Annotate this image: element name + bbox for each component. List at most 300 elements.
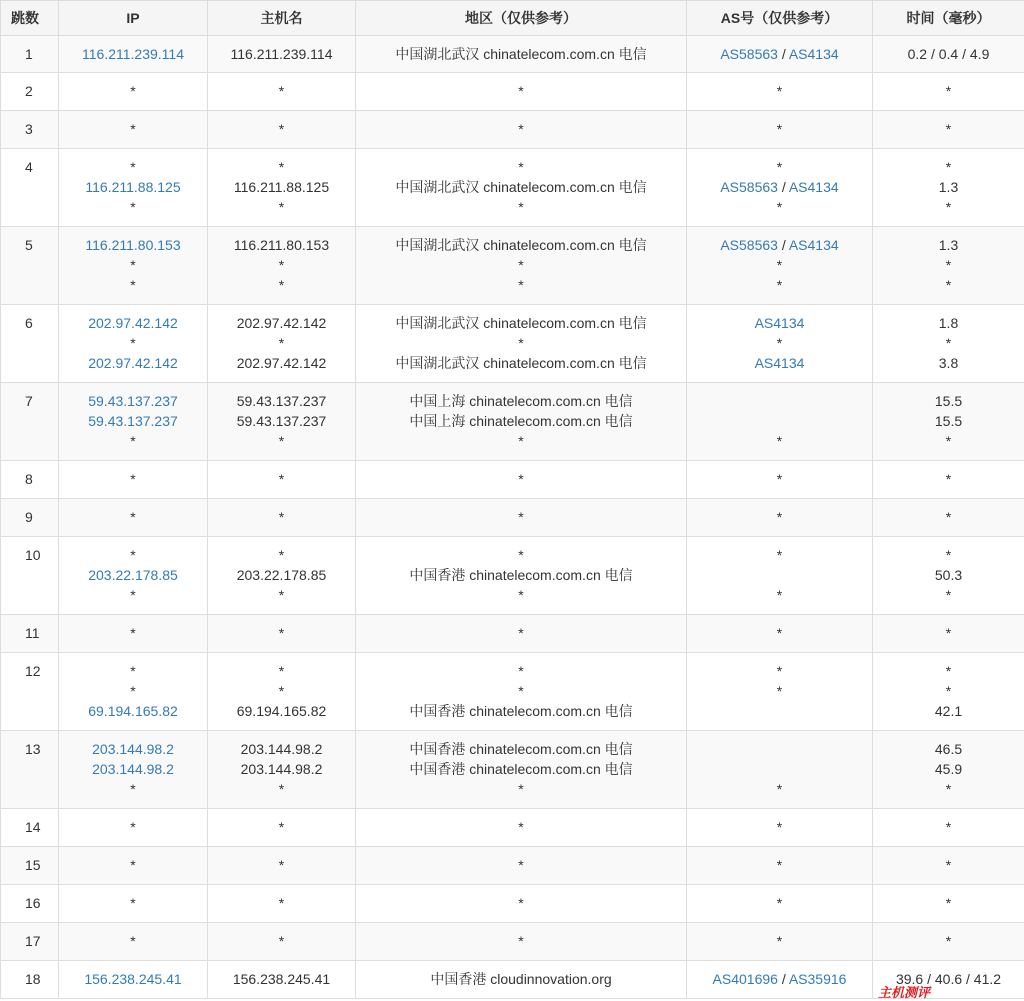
time-line: 1.8 (938, 315, 959, 331)
table-header (1, 1, 1024, 36)
ip-placeholder: * (130, 895, 136, 911)
region-line: * (518, 547, 524, 563)
region-line: 中国香港 chinatelecom.com.cn 电信 (409, 703, 633, 719)
hop-number: 11 (1, 615, 59, 653)
as-placeholder: * (776, 257, 783, 273)
time-line: 39.6 / 40.6 / 41.2 (895, 971, 1002, 987)
hop-number: 17 (1, 923, 59, 961)
region-line: 中国香港 cloudinnovation.org (430, 971, 612, 987)
time-line: * (945, 625, 952, 641)
as-line (691, 235, 868, 255)
region-line: * (518, 663, 524, 679)
ip-placeholder: * (130, 857, 136, 873)
region-cell (356, 227, 687, 305)
header-region: 地区（仅供参考） (356, 1, 687, 36)
region-line: * (518, 509, 524, 525)
host-line: 203.22.178.85 (236, 567, 327, 583)
ip-cell (59, 809, 208, 847)
hostname-cell (208, 383, 356, 461)
ip-cell (59, 227, 208, 305)
hop-number: 9 (1, 499, 59, 537)
as-line (691, 44, 868, 64)
as-cell (687, 461, 873, 499)
table-row (1, 653, 1024, 731)
time-cell (873, 111, 1024, 149)
time-cell (873, 809, 1024, 847)
table-row (1, 885, 1024, 923)
table-row (1, 36, 1024, 73)
ip-link[interactable]: 59.43.137.237 (88, 393, 178, 409)
hop-number: 16 (1, 885, 59, 923)
as-line (691, 817, 868, 837)
table-row (1, 847, 1024, 885)
as-placeholder: * (776, 895, 783, 911)
as-link[interactable]: AS4134 (754, 315, 805, 331)
time-line: * (945, 663, 952, 679)
hostname-cell (208, 615, 356, 653)
time-line: 1.3 (938, 179, 959, 195)
table-row (1, 923, 1024, 961)
hostname-cell (208, 227, 356, 305)
hop-number: 13 (1, 731, 59, 809)
as-cell (687, 111, 873, 149)
region-cell (356, 73, 687, 111)
ip-link[interactable]: 202.97.42.142 (88, 315, 178, 331)
hostname-cell (208, 731, 356, 809)
table-row (1, 961, 1024, 999)
ip-placeholder: * (130, 509, 136, 525)
hostname-cell (208, 149, 356, 227)
as-link[interactable]: AS58563 (720, 179, 778, 195)
as-cell (687, 499, 873, 537)
as-line (691, 313, 868, 333)
time-cell (873, 923, 1024, 961)
time-cell (873, 383, 1024, 461)
hop-number: 18 (1, 961, 59, 999)
host-line: * (278, 257, 285, 273)
hop-number: 7 (1, 383, 59, 461)
watermark: 主机测评 (878, 985, 931, 1000)
host-line: * (278, 509, 285, 525)
as-placeholder: * (776, 819, 783, 835)
as-line (691, 893, 868, 913)
ip-placeholder: * (130, 933, 136, 949)
ip-link[interactable]: 116.211.88.125 (85, 179, 181, 195)
time-line: * (945, 933, 952, 949)
region-cell (356, 36, 687, 73)
time-line: * (945, 781, 952, 797)
time-line: * (945, 199, 952, 215)
as-cell (687, 923, 873, 961)
ip-cell (59, 383, 208, 461)
as-placeholder: * (776, 471, 783, 487)
host-line: 69.194.165.82 (236, 703, 327, 719)
as-link[interactable]: AS35916 (788, 971, 847, 987)
as-line (691, 391, 868, 411)
header-hostname: 主机名 (208, 1, 356, 36)
host-line: * (278, 277, 285, 293)
region-cell (356, 923, 687, 961)
region-cell (356, 499, 687, 537)
as-line (691, 565, 868, 585)
ip-cell (59, 923, 208, 961)
time-line: * (945, 587, 952, 603)
table-row (1, 809, 1024, 847)
as-placeholder: * (776, 781, 783, 797)
time-line: 1.3 (938, 237, 959, 253)
host-line: * (278, 819, 285, 835)
as-line (691, 353, 868, 373)
ip-placeholder: * (130, 663, 136, 679)
ip-placeholder: * (130, 587, 136, 603)
ip-link[interactable]: 203.144.98.2 (92, 741, 174, 757)
ip-link[interactable]: 59.43.137.237 (88, 413, 178, 429)
ip-placeholder: * (130, 335, 136, 351)
region-line: 中国香港 chinatelecom.com.cn 电信 (409, 741, 633, 757)
as-link[interactable]: AS58563 (720, 46, 778, 62)
as-line (691, 333, 868, 353)
as-line (691, 469, 868, 489)
ip-cell (59, 461, 208, 499)
hostname-cell (208, 537, 356, 615)
hop-number: 14 (1, 809, 59, 847)
as-line (691, 739, 868, 759)
as-placeholder: * (776, 83, 783, 99)
header-as: AS号（仅供参考） (687, 1, 873, 36)
hop-number: 4 (1, 149, 59, 227)
region-line: * (518, 433, 524, 449)
as-separator: / (777, 46, 789, 62)
host-line: 203.144.98.2 (240, 741, 323, 757)
as-line (691, 623, 868, 643)
host-line: * (278, 933, 285, 949)
time-line: * (945, 433, 952, 449)
ip-placeholder: * (130, 277, 136, 293)
region-line: * (518, 625, 524, 641)
region-cell (356, 809, 687, 847)
as-line (691, 177, 868, 197)
host-line: 156.238.245.41 (232, 971, 331, 987)
ip-placeholder: * (130, 819, 136, 835)
as-line (691, 661, 868, 681)
as-cell (687, 73, 873, 111)
time-line: 15.5 (934, 393, 963, 409)
region-line: 中国香港 chinatelecom.com.cn 电信 (409, 761, 633, 777)
time-line: * (945, 159, 952, 175)
host-line: 59.43.137.237 (236, 413, 327, 429)
table-row (1, 227, 1024, 305)
as-line (691, 969, 868, 989)
host-line: * (278, 683, 285, 699)
region-cell (356, 537, 687, 615)
ip-link[interactable]: 203.22.178.85 (88, 567, 178, 583)
as-placeholder: * (776, 683, 783, 699)
ip-link[interactable]: 156.238.245.41 (84, 971, 182, 987)
as-link[interactable]: AS4134 (788, 46, 839, 62)
hostname-cell (208, 847, 356, 885)
time-line: 0.2 / 0.4 / 4.9 (907, 46, 990, 62)
as-cell (687, 847, 873, 885)
ip-cell (59, 73, 208, 111)
ip-cell (59, 537, 208, 615)
region-line: 中国香港 chinatelecom.com.cn 电信 (409, 567, 633, 583)
region-line: 中国上海 chinatelecom.com.cn 电信 (409, 393, 633, 409)
hop-number: 2 (1, 73, 59, 111)
as-placeholder: * (776, 433, 783, 449)
as-placeholder: * (776, 509, 783, 525)
region-line: * (518, 257, 524, 273)
as-link[interactable]: AS4134 (754, 355, 805, 371)
header-ip: IP (59, 1, 208, 36)
region-line: 中国湖北武汉 chinatelecom.com.cn 电信 (395, 179, 647, 195)
ip-placeholder: * (130, 625, 136, 641)
host-line: * (278, 433, 285, 449)
host-line: * (278, 781, 285, 797)
ip-link[interactable]: 69.194.165.82 (88, 703, 178, 719)
as-line (691, 157, 868, 177)
hostname-cell (208, 305, 356, 383)
time-line: * (945, 683, 952, 699)
as-line (691, 681, 868, 701)
region-line: * (518, 933, 524, 949)
ip-cell (59, 731, 208, 809)
ip-placeholder: * (130, 547, 136, 563)
as-cell (687, 537, 873, 615)
table-row (1, 615, 1024, 653)
table-row (1, 383, 1024, 461)
as-placeholder: * (776, 335, 783, 351)
ip-cell (59, 111, 208, 149)
table-row (1, 73, 1024, 111)
hop-number: 10 (1, 537, 59, 615)
table-row (1, 499, 1024, 537)
table-row (1, 731, 1024, 809)
time-cell (873, 537, 1024, 615)
host-line: * (278, 159, 285, 175)
time-line: * (945, 83, 952, 99)
hostname-cell (208, 499, 356, 537)
host-line: * (278, 199, 285, 215)
time-line: * (945, 895, 952, 911)
time-line: 15.5 (934, 413, 963, 429)
as-separator: / (777, 179, 789, 195)
host-line: 202.97.42.142 (236, 315, 327, 331)
ip-cell (59, 149, 208, 227)
region-line: * (518, 83, 524, 99)
as-line (691, 855, 868, 875)
as-cell (687, 305, 873, 383)
as-line (691, 931, 868, 951)
ip-link[interactable]: 202.97.42.142 (88, 355, 178, 371)
ip-placeholder: * (130, 199, 136, 215)
hop-number: 1 (1, 36, 59, 73)
table-row (1, 111, 1024, 149)
time-cell (873, 885, 1024, 923)
as-placeholder: * (776, 625, 783, 641)
host-line: * (278, 471, 285, 487)
region-line: * (518, 857, 524, 873)
hostname-cell (208, 36, 356, 73)
region-cell (356, 383, 687, 461)
time-line: * (945, 471, 952, 487)
hostname-cell (208, 73, 356, 111)
as-link[interactable]: AS4134 (788, 179, 839, 195)
as-line (691, 759, 868, 779)
as-link[interactable]: AS4134 (788, 237, 839, 253)
table-body (1, 36, 1024, 999)
region-line: * (518, 895, 524, 911)
ip-link[interactable]: 116.211.239.114 (82, 46, 184, 62)
ip-link[interactable]: 116.211.80.153 (85, 237, 181, 253)
as-placeholder: * (776, 857, 783, 873)
region-line: 中国湖北武汉 chinatelecom.com.cn 电信 (395, 315, 647, 331)
region-line: * (518, 199, 524, 215)
as-placeholder: * (776, 199, 783, 215)
as-cell (687, 731, 873, 809)
as-placeholder: * (776, 933, 783, 949)
region-line: * (518, 683, 524, 699)
as-placeholder: * (776, 121, 783, 137)
as-separator: / (777, 237, 789, 253)
hostname-cell (208, 809, 356, 847)
ip-cell (59, 961, 208, 999)
time-line: * (945, 335, 952, 351)
time-cell (873, 149, 1024, 227)
as-line (691, 545, 868, 565)
region-cell (356, 961, 687, 999)
ip-cell (59, 885, 208, 923)
region-line: * (518, 819, 524, 835)
region-cell (356, 731, 687, 809)
region-line: * (518, 471, 524, 487)
region-cell (356, 885, 687, 923)
region-line: * (518, 121, 524, 137)
as-line (691, 197, 868, 217)
as-line (691, 431, 868, 451)
as-line (691, 81, 868, 101)
region-cell (356, 111, 687, 149)
as-placeholder: * (776, 663, 783, 679)
ip-link[interactable]: 203.144.98.2 (92, 761, 174, 777)
as-cell (687, 809, 873, 847)
ip-placeholder: * (130, 83, 136, 99)
as-cell (687, 961, 873, 999)
as-placeholder: * (776, 159, 783, 175)
time-line: * (945, 509, 952, 525)
hostname-cell (208, 653, 356, 731)
time-cell (873, 847, 1024, 885)
host-line: 59.43.137.237 (236, 393, 327, 409)
ip-cell (59, 36, 208, 73)
hostname-cell (208, 923, 356, 961)
hop-number: 5 (1, 227, 59, 305)
as-cell (687, 227, 873, 305)
time-cell (873, 36, 1024, 73)
time-line: 45.9 (934, 761, 963, 777)
as-cell (687, 885, 873, 923)
hop-number: 6 (1, 305, 59, 383)
time-line: 50.3 (934, 567, 963, 583)
table-row (1, 149, 1024, 227)
host-line: 203.144.98.2 (240, 761, 323, 777)
hop-number: 15 (1, 847, 59, 885)
time-cell (873, 731, 1024, 809)
time-line: 3.8 (938, 355, 959, 371)
host-line: * (278, 547, 285, 563)
as-separator: / (777, 971, 789, 987)
as-line (691, 585, 868, 605)
ip-placeholder: * (130, 159, 136, 175)
as-cell (687, 653, 873, 731)
time-cell (873, 615, 1024, 653)
ip-placeholder: * (130, 683, 136, 699)
region-line: 中国湖北武汉 chinatelecom.com.cn 电信 (395, 237, 647, 253)
as-placeholder: * (776, 547, 783, 563)
time-cell (873, 73, 1024, 111)
host-line: * (278, 121, 285, 137)
as-line (691, 701, 868, 721)
region-line: * (518, 335, 524, 351)
ip-placeholder: * (130, 433, 136, 449)
as-link[interactable]: AS401696 (712, 971, 778, 987)
time-line: * (945, 257, 952, 273)
ip-cell (59, 847, 208, 885)
region-cell (356, 461, 687, 499)
table-row (1, 305, 1024, 383)
region-cell (356, 615, 687, 653)
time-line: * (945, 547, 952, 563)
hop-number: 3 (1, 111, 59, 149)
ip-placeholder: * (130, 121, 136, 137)
time-cell (873, 461, 1024, 499)
host-line: 116.211.88.125 (233, 179, 330, 195)
region-cell (356, 305, 687, 383)
host-line: * (278, 625, 285, 641)
table-row (1, 537, 1024, 615)
time-cell (873, 305, 1024, 383)
header-hop: 跳数 (1, 1, 59, 36)
time-line: 46.5 (934, 741, 963, 757)
as-cell (687, 149, 873, 227)
time-line: * (945, 121, 952, 137)
region-line: * (518, 587, 524, 603)
host-line: 202.97.42.142 (236, 355, 327, 371)
ip-cell (59, 499, 208, 537)
time-cell (873, 499, 1024, 537)
host-line: * (278, 587, 285, 603)
as-placeholder: * (776, 587, 783, 603)
header-row (1, 1, 1024, 36)
hostname-cell (208, 885, 356, 923)
as-line (691, 255, 868, 275)
ip-placeholder: * (130, 781, 136, 797)
region-cell (356, 847, 687, 885)
as-line (691, 119, 868, 139)
host-line: * (278, 83, 285, 99)
region-line: * (518, 781, 524, 797)
as-cell (687, 615, 873, 653)
region-line: * (518, 159, 524, 175)
time-line: 42.1 (934, 703, 963, 719)
as-link[interactable]: AS58563 (720, 237, 778, 253)
ip-cell (59, 615, 208, 653)
host-line: * (278, 895, 285, 911)
region-cell (356, 653, 687, 731)
hop-number: 12 (1, 653, 59, 731)
region-line: * (518, 277, 524, 293)
region-line: 中国上海 chinatelecom.com.cn 电信 (409, 413, 633, 429)
host-line: * (278, 335, 285, 351)
